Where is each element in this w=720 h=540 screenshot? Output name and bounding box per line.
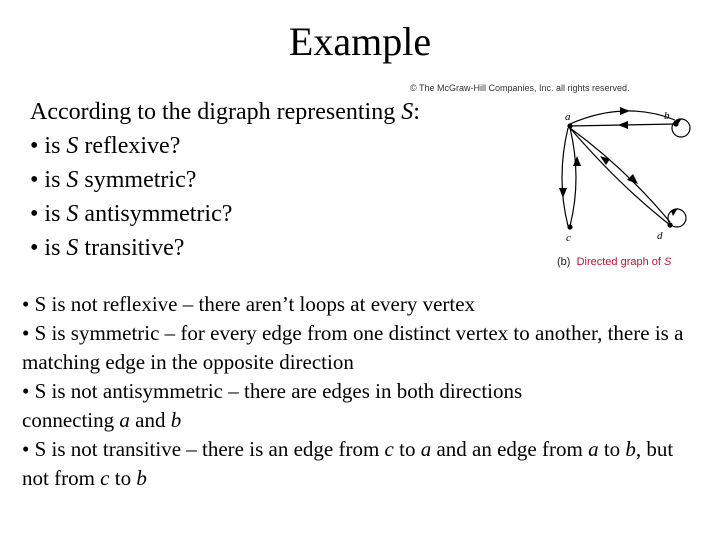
answer-var: b	[136, 466, 147, 490]
intro-var: S	[401, 99, 414, 125]
question-text: transitive?	[78, 235, 185, 261]
digraph-svg	[530, 98, 710, 278]
answer-text: , but not from	[22, 437, 674, 490]
question-symmetric	[30, 163, 530, 197]
caption-text: Directed graph of	[576, 256, 665, 268]
arrow-c-to-a	[573, 156, 581, 166]
edge-c-to-a	[570, 128, 576, 226]
answer-var: c	[384, 437, 394, 461]
answer-transitive	[22, 435, 702, 493]
question-reflexive	[30, 129, 530, 163]
vertex-c	[567, 224, 572, 229]
answer-text: to	[598, 437, 626, 461]
caption-var: S	[664, 256, 672, 268]
vertex-label-b: b	[664, 110, 670, 122]
answer-text: and an edge from	[431, 437, 589, 461]
answer-reflexive: • S is not reflexive – there aren’t loops at every vertex	[22, 292, 476, 316]
question-transitive	[30, 231, 530, 265]
answer-var: a	[420, 437, 432, 461]
answer-text: to	[393, 437, 421, 461]
question-var: S	[66, 167, 79, 193]
vertex-d	[667, 222, 672, 227]
answer-antisymmetric-line1: • S is not antisymmetric – there are edges in both directions	[22, 379, 523, 403]
answer-var: a	[119, 408, 130, 432]
answer-text: to	[109, 466, 137, 490]
question-var: S	[66, 235, 79, 261]
vertex-label-a: a	[565, 111, 571, 123]
answer-var: b	[625, 437, 636, 461]
figure-caption	[557, 256, 671, 268]
vertex-label-c: c	[566, 232, 571, 244]
loop-b	[672, 119, 690, 137]
arrow-b-to-a	[618, 121, 628, 129]
caption-prefix: (b)	[557, 256, 571, 268]
answer-symmetric: • S is symmetric – for every edge from one distinct vertex to another, there is a matching edge in the opposite direction	[22, 321, 684, 374]
intro-line	[30, 95, 530, 129]
vertex-a	[567, 123, 572, 128]
arrow-d-to-a	[600, 156, 610, 165]
digraph-figure	[530, 98, 710, 278]
slide-title: Example	[288, 19, 432, 64]
answer-var: c	[100, 466, 110, 490]
question-text: antisymmetric?	[78, 201, 233, 227]
answer-var: b	[170, 408, 182, 432]
arrow-a-to-b	[620, 107, 630, 115]
question-bullet: • is	[30, 133, 67, 159]
answer-text: • S is not transitive – there is an edge from	[22, 437, 385, 461]
arrow-a-to-d	[627, 174, 638, 184]
question-var: S	[66, 133, 79, 159]
question-bullet: • is	[30, 167, 67, 193]
question-text: reflexive?	[78, 133, 181, 159]
question-var: S	[66, 201, 79, 227]
edge-a-to-d	[570, 128, 670, 222]
answer-list	[22, 290, 702, 493]
answer-var: a	[588, 437, 599, 461]
answer-text: and	[129, 408, 171, 432]
edge-a-to-c	[562, 128, 568, 226]
question-list	[30, 95, 530, 265]
question-bullet: • is	[30, 201, 67, 227]
answer-antisymmetric-line2	[22, 406, 702, 435]
question-antisymmetric	[30, 197, 530, 231]
vertex-label-d: d	[657, 230, 663, 242]
question-bullet: • is	[30, 235, 67, 261]
intro-tail: :	[413, 99, 420, 125]
arrow-a-to-c	[559, 188, 567, 198]
vertex-b	[673, 121, 678, 126]
intro-lead: According to the digraph representing	[30, 99, 402, 125]
question-text: symmetric?	[78, 167, 197, 193]
copyright-notice: © The McGraw-Hill Companies, Inc. all rights reserved.	[410, 83, 630, 93]
answer-text: connecting	[22, 408, 120, 432]
edge-d-to-a	[570, 128, 670, 225]
